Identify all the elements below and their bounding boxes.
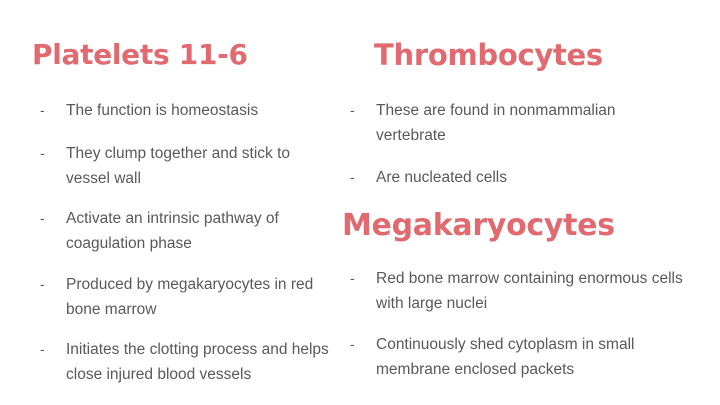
bullet-text: The function is homeostasis (66, 102, 259, 119)
bullet-text: Initiates the clotting process and helps close injured blood vessels (66, 341, 329, 383)
bullet-dash: - (40, 210, 45, 226)
bullet-dash: - (40, 341, 45, 357)
list-item (350, 266, 690, 316)
platelets-title: Platelets 11-6 (32, 38, 248, 71)
bullet-text: Red bone marrow containing enormous cells with large nuclei (376, 270, 683, 312)
bullet-dash: - (350, 102, 355, 118)
bullet-dash: - (350, 270, 355, 286)
bullet-dash: - (350, 169, 355, 185)
bullet-text: Activate an intrinsic pathway of coagulation phase (66, 210, 279, 252)
list-item (40, 272, 330, 322)
thrombocytes-title: Thrombocytes (374, 38, 603, 72)
bullet-text: Are nucleated cells (376, 169, 507, 186)
list-item (40, 141, 330, 191)
bullet-text: Continuously shed cytoplasm in small membrane enclosed packets (376, 336, 635, 378)
list-item (350, 98, 670, 148)
list-item (40, 206, 330, 256)
bullet-text: Produced by megakaryocytes in red bone marrow (66, 276, 314, 318)
bullet-dash: - (40, 276, 45, 292)
list-item (40, 98, 330, 123)
megakaryocytes-title: Megakaryocytes (342, 208, 615, 243)
list-item (40, 337, 335, 387)
bullet-dash: - (40, 102, 45, 118)
bullet-dash: - (40, 145, 45, 161)
bullet-text: They clump together and stick to vessel wall (66, 145, 291, 187)
bullet-dash: - (350, 336, 355, 352)
list-item (350, 165, 670, 190)
bullet-text: These are found in nonmammalian vertebrate (376, 102, 616, 144)
list-item (350, 332, 690, 382)
